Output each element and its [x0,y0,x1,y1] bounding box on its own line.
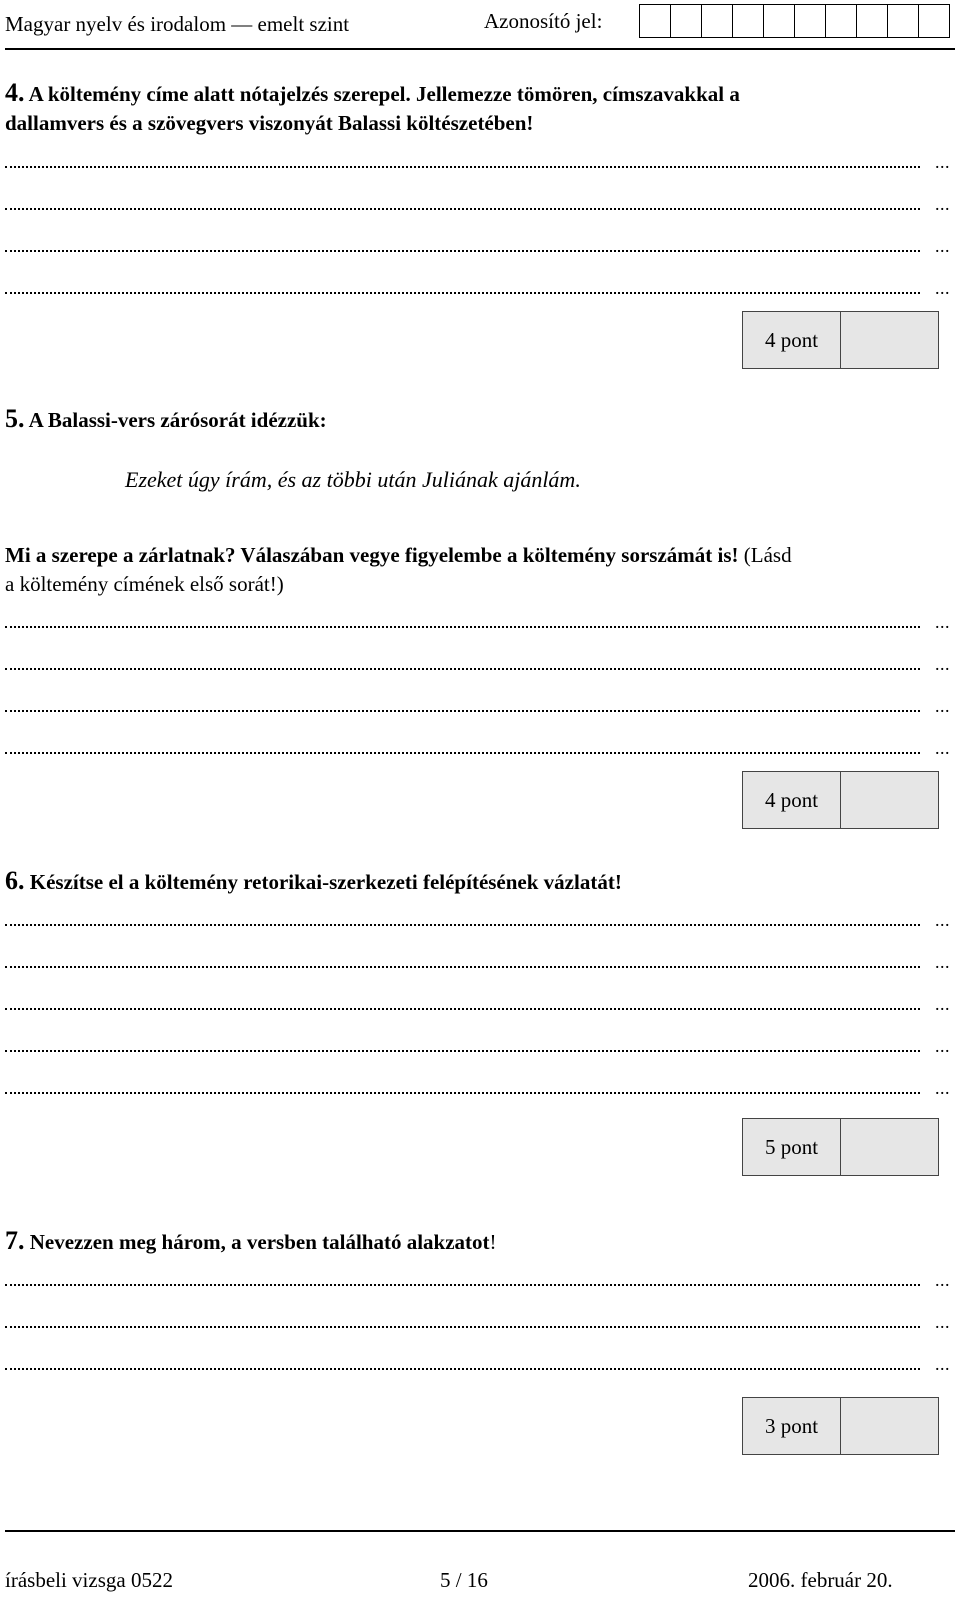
line-end: ... [935,152,950,172]
q4-points-box [742,311,939,369]
answer-line[interactable] [5,152,950,172]
answer-line[interactable] [5,654,950,674]
q5-quote: Ezeket úgy írám, és az többi után Juliának ajánlám. [125,467,581,492]
q6-prompt: Készítse el a költemény retorikai-szerkezeti felépítésének vázlatát! [29,870,622,894]
line-end: ... [935,994,950,1014]
answer-line[interactable] [5,1078,950,1098]
line-end: ... [935,194,950,214]
id-box[interactable] [887,4,919,38]
q7-points-label: 3 pont [742,1397,841,1455]
q4-text-line1 [5,78,950,109]
id-box[interactable] [763,4,795,38]
answer-line[interactable] [5,910,950,930]
q7-points-box [742,1397,939,1455]
answer-line[interactable] [5,194,950,214]
q5-number: 5. [5,404,25,433]
q5-score-field[interactable] [841,771,939,829]
id-box[interactable] [794,4,826,38]
line-end: ... [935,696,950,716]
q5-points-box [742,771,939,829]
id-box[interactable] [732,4,764,38]
id-box[interactable] [701,4,733,38]
id-box[interactable] [918,4,950,38]
answer-line[interactable] [5,278,950,298]
id-box[interactable] [639,4,671,38]
q7-prompt: Nevezzen meg három, a versben található alakzatot [29,1230,490,1254]
q5-text [5,404,327,435]
answer-line[interactable] [5,612,950,632]
q5-question-rest: (Lásd [738,543,792,567]
q6-points-box [742,1118,939,1176]
q4-number: 4. [5,78,25,107]
line-end: ... [935,910,950,930]
q7-number: 7. [5,1226,25,1255]
answer-line[interactable] [5,994,950,1014]
q4-score-field[interactable] [841,311,939,369]
q6-points-label: 5 pont [742,1118,841,1176]
q5-question-line2: a költemény címének első sorát!) [5,572,284,596]
line-end: ... [935,654,950,674]
q7-prompt-end: ! [489,1230,497,1254]
line-end: ... [935,1312,950,1332]
q6-text [5,866,622,897]
line-end: ... [935,278,950,298]
q5-points-label: 4 pont [742,771,841,829]
line-end: ... [935,738,950,758]
answer-line[interactable] [5,738,950,758]
q7-text [5,1226,497,1257]
id-box[interactable] [670,4,702,38]
q6-score-field[interactable] [841,1118,939,1176]
footer-page-number: 5 / 16 [440,1568,488,1592]
id-box[interactable] [856,4,888,38]
q4-line1: A költemény címe alatt nótajelzés szerepel. Jellemezze tömören, címszavakkal a [28,82,740,106]
line-end: ... [935,612,950,632]
q4-text-line2: dallamvers és a szövegvers viszonyát Balassi költészetében! [5,111,534,135]
line-end: ... [935,1078,950,1098]
line-end: ... [935,1354,950,1374]
q6-number: 6. [5,866,25,895]
footer-rule [5,1530,955,1532]
line-end: ... [935,952,950,972]
line-end: ... [935,236,950,256]
q5-question-line1 [5,540,950,570]
id-label: Azonosító jel: [484,9,603,33]
footer-date: 2006. február 20. [748,1568,893,1592]
answer-line[interactable] [5,236,950,256]
q5-prompt: A Balassi-vers zárósorát idézzük: [28,408,327,432]
answer-line[interactable] [5,1036,950,1056]
answer-line[interactable] [5,1270,950,1290]
line-end: ... [935,1036,950,1056]
header-subject: Magyar nyelv és irodalom — emelt szint [5,12,350,36]
answer-line[interactable] [5,1312,950,1332]
q4-points-label: 4 pont [742,311,841,369]
footer-exam-code: írásbeli vizsga 0522 [5,1568,173,1592]
header-rule [5,48,955,50]
line-end: ... [935,1270,950,1290]
q7-score-field[interactable] [841,1397,939,1455]
answer-line[interactable] [5,952,950,972]
id-boxes[interactable] [639,4,949,38]
answer-line[interactable] [5,696,950,716]
id-box[interactable] [825,4,857,38]
q5-question-bold: Mi a szerepe a zárlatnak? Válaszában vegye figyelembe a költemény sorszámát is! [5,543,739,567]
answer-line[interactable] [5,1354,950,1374]
